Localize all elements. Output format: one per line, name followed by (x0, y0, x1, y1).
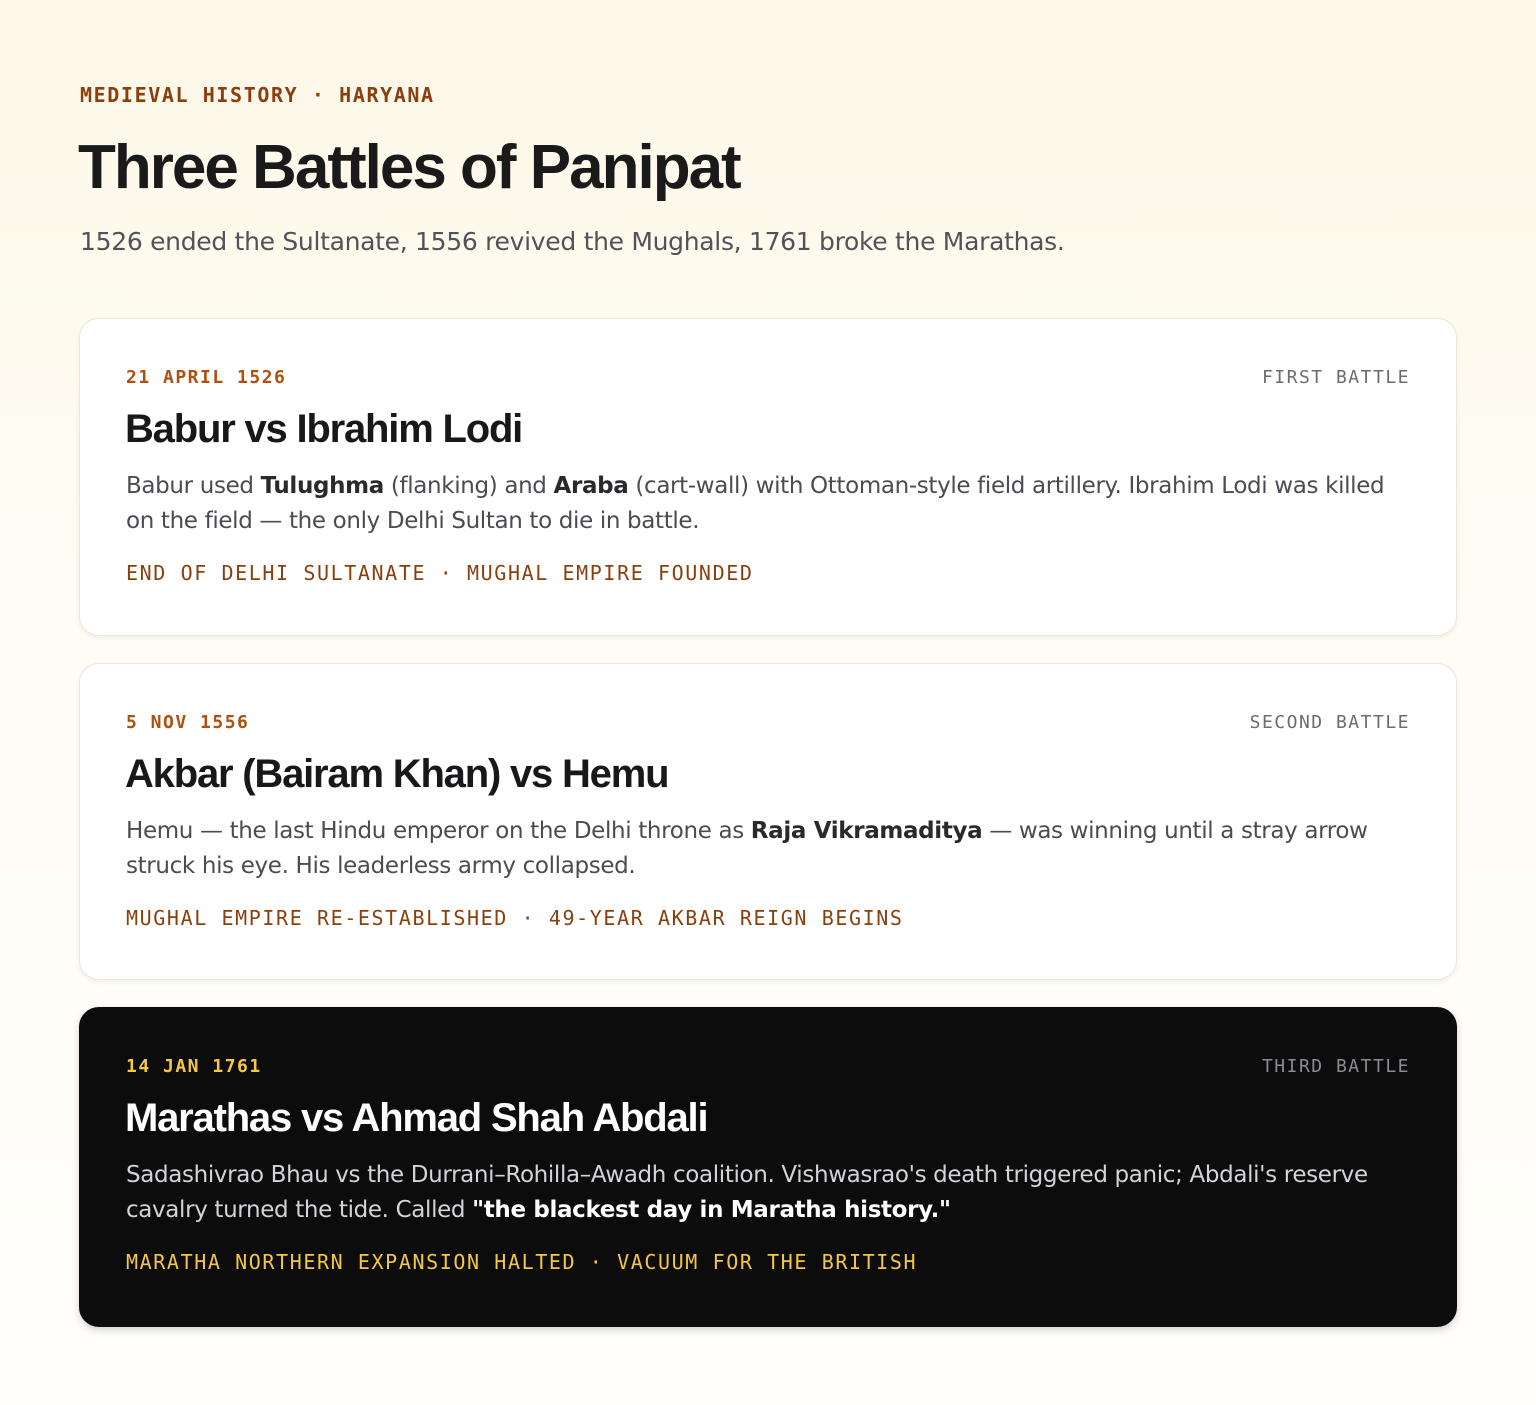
battle-date: 21 APRIL 1526 (126, 367, 287, 388)
battle-date: 5 NOV 1556 (126, 712, 250, 733)
battle-description (126, 814, 1416, 884)
description-text: (flanking) and (383, 473, 554, 499)
page-subtitle: 1526 ended the Sultanate, 1556 revived the Mughals, 1761 broke the Marathas. (80, 227, 1065, 256)
page-title: Three Battles of Panipat (78, 133, 740, 202)
battle-heading: Akbar (Bairam Khan) vs Hemu (125, 752, 669, 796)
battle-outcome-tags: MUGHAL EMPIRE RE-ESTABLISHED · 49-YEAR AKBAR REIGN BEGINS (126, 906, 904, 930)
battle-ordinal: SECOND BATTLE (1249, 712, 1410, 733)
description-text: Hemu — the last Hindu emperor on the Delhi throne as (126, 818, 751, 844)
description-text: Babur used (126, 473, 261, 499)
description-text: Sadashivrao Bhau vs the Durrani–Rohilla–Awadh coalition. Vishwasrao's death triggered panic; Abdali's reserve cavalry turned the tide. Called (126, 1162, 1368, 1223)
battle-card-third (79, 1007, 1457, 1327)
battle-card-first (79, 318, 1457, 636)
battle-outcome-tags: MARATHA NORTHERN EXPANSION HALTED · VACUUM FOR THE BRITISH (126, 1250, 918, 1274)
category-eyebrow: MEDIEVAL HISTORY · HARYANA (80, 83, 435, 107)
battle-card-second (79, 663, 1457, 980)
battle-date: 14 JAN 1761 (126, 1056, 262, 1077)
emphasis-text: Araba (553, 473, 629, 499)
battle-outcome-tags: END OF DELHI SULTANATE · MUGHAL EMPIRE FOUNDED (126, 561, 754, 585)
emphasis-text: Raja Vikramaditya (750, 818, 983, 844)
battle-description (126, 469, 1416, 539)
battle-ordinal: THIRD BATTLE (1261, 1056, 1410, 1077)
description-text: (cart-wall) with Ottoman-style field artillery. Ibrahim Lodi was killed on the field — the only Delhi Sultan to die in battle. (126, 473, 1385, 534)
battle-heading: Babur vs Ibrahim Lodi (125, 407, 523, 451)
battle-heading: Marathas vs Ahmad Shah Abdali (125, 1096, 708, 1140)
description-text: — was winning until a stray arrow struck his eye. His leaderless army collapsed. (126, 818, 1368, 879)
battle-description (126, 1158, 1416, 1228)
battle-ordinal: FIRST BATTLE (1261, 367, 1410, 388)
emphasis-text: "the blackest day in Maratha history." (472, 1197, 951, 1223)
emphasis-text: Tulughma (260, 473, 384, 499)
